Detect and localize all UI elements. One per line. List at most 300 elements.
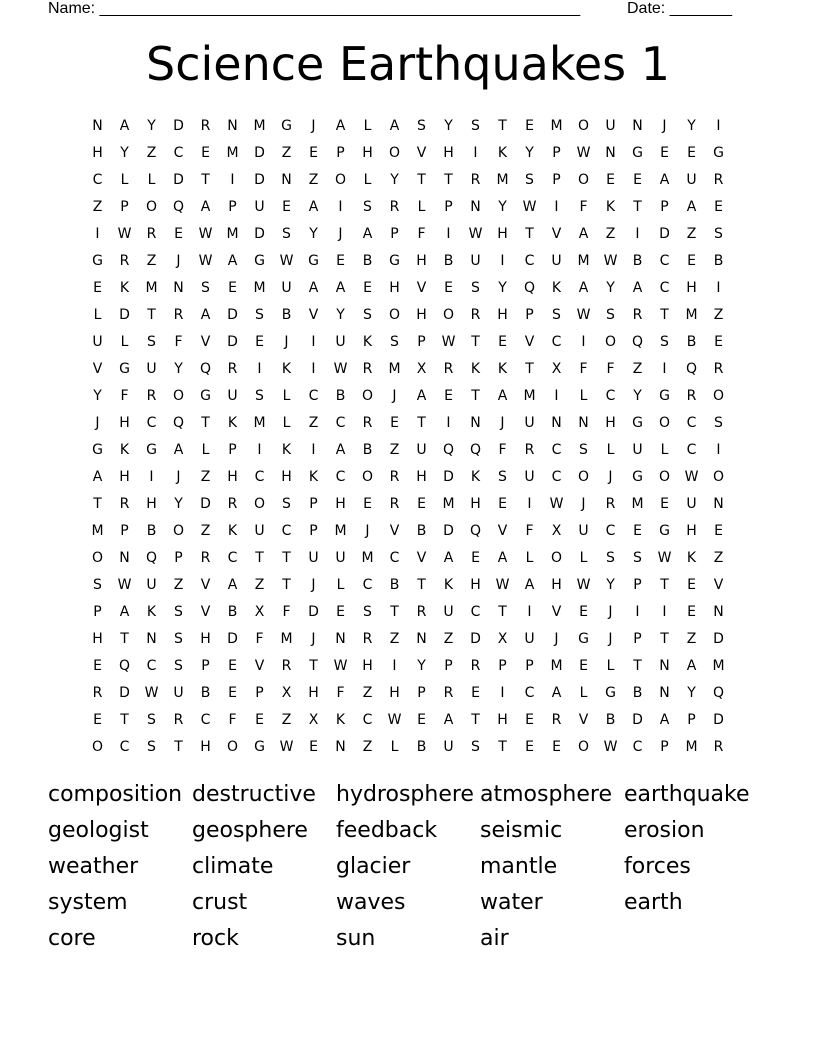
grid-letter[interactable]: B [362, 252, 373, 269]
grid-letter[interactable]: G [713, 144, 724, 161]
grid-letter[interactable]: L [525, 549, 534, 566]
grid-letter[interactable]: C [659, 252, 670, 269]
grid-letter[interactable]: U [470, 252, 481, 269]
grid-letter[interactable]: H [308, 684, 319, 701]
grid-letter[interactable]: I [257, 360, 262, 377]
grid-letter[interactable]: K [605, 198, 616, 215]
grid-letter[interactable]: T [282, 576, 291, 593]
grid-letter[interactable]: W [657, 549, 672, 566]
grid-letter[interactable]: H [497, 306, 508, 323]
grid-letter[interactable]: V [308, 306, 319, 323]
grid-letter[interactable]: U [632, 441, 643, 458]
grid-letter[interactable]: Z [308, 414, 319, 431]
grid-letter[interactable]: G [659, 387, 670, 404]
grid-letter[interactable]: O [712, 387, 725, 404]
grid-letter[interactable]: P [633, 576, 642, 593]
grid-letter[interactable]: D [254, 225, 265, 242]
grid-letter[interactable]: N [713, 495, 724, 512]
grid-letter[interactable]: M [685, 306, 698, 323]
grid-letter[interactable]: C [389, 549, 400, 566]
grid-letter[interactable]: T [498, 117, 507, 134]
grid-letter[interactable]: V [497, 522, 508, 539]
grid-letter[interactable]: D [443, 522, 454, 539]
grid-letter[interactable]: T [660, 306, 669, 323]
grid-letter[interactable]: U [443, 603, 454, 620]
grid-letter[interactable]: I [311, 360, 316, 377]
grid-letter[interactable]: T [201, 171, 210, 188]
grid-letter[interactable]: W [117, 225, 132, 242]
grid-letter[interactable]: R [119, 495, 130, 512]
grid-letter[interactable]: H [119, 414, 130, 431]
grid-letter[interactable]: W [522, 198, 537, 215]
grid-letter[interactable]: V [713, 576, 724, 593]
grid-letter[interactable]: P [417, 333, 426, 350]
grid-letter[interactable]: U [281, 279, 292, 296]
grid-letter[interactable]: R [362, 414, 373, 431]
grid-letter[interactable]: P [228, 198, 237, 215]
grid-letter[interactable]: Z [443, 630, 454, 647]
grid-letter[interactable]: S [606, 306, 615, 323]
grid-letter[interactable]: K [470, 468, 481, 485]
grid-letter[interactable]: H [686, 279, 697, 296]
grid-letter[interactable]: I [527, 603, 532, 620]
grid-letter[interactable]: R [470, 657, 481, 674]
grid-letter[interactable]: A [551, 684, 562, 701]
grid-letter[interactable]: W [684, 468, 699, 485]
grid-letter[interactable]: H [497, 225, 508, 242]
grid-letter[interactable]: O [145, 198, 158, 215]
grid-letter[interactable]: V [254, 657, 265, 674]
grid-letter[interactable]: E [417, 711, 426, 728]
grid-letter[interactable]: H [686, 522, 697, 539]
grid-letter[interactable]: Q [523, 279, 536, 296]
grid-letter[interactable]: F [606, 360, 615, 377]
grid-letter[interactable]: Y [633, 387, 642, 404]
grid-letter[interactable]: Q [469, 441, 482, 458]
grid-letter[interactable]: M [226, 225, 239, 242]
grid-letter[interactable]: L [579, 387, 588, 404]
grid-letter[interactable]: S [255, 387, 264, 404]
grid-letter[interactable]: I [257, 441, 262, 458]
grid-letter[interactable]: D [308, 603, 319, 620]
grid-letter[interactable]: E [498, 495, 507, 512]
grid-letter[interactable]: A [362, 225, 373, 242]
grid-letter[interactable]: R [686, 387, 697, 404]
grid-letter[interactable]: T [255, 549, 264, 566]
grid-letter[interactable]: Z [713, 549, 724, 566]
grid-letter[interactable]: L [282, 414, 291, 431]
grid-letter[interactable]: Z [281, 144, 292, 161]
grid-letter[interactable]: V [200, 603, 211, 620]
grid-letter[interactable]: C [470, 603, 481, 620]
grid-letter[interactable]: R [389, 495, 400, 512]
grid-letter[interactable]: L [363, 117, 372, 134]
grid-letter[interactable]: P [336, 144, 345, 161]
grid-letter[interactable]: V [551, 603, 562, 620]
grid-letter[interactable]: P [525, 306, 534, 323]
grid-letter[interactable]: W [279, 738, 294, 755]
grid-letter[interactable]: S [552, 306, 561, 323]
grid-letter[interactable]: D [227, 630, 238, 647]
grid-letter[interactable]: C [308, 387, 319, 404]
grid-letter[interactable]: A [659, 711, 670, 728]
grid-letter[interactable]: S [174, 603, 183, 620]
grid-letter[interactable]: O [226, 738, 239, 755]
grid-letter[interactable]: Y [606, 576, 615, 593]
grid-letter[interactable]: S [147, 711, 156, 728]
grid-letter[interactable]: R [362, 360, 373, 377]
grid-letter[interactable]: B [713, 252, 724, 269]
grid-letter[interactable]: U [227, 387, 238, 404]
grid-letter[interactable]: Q [685, 360, 698, 377]
grid-letter[interactable]: Y [93, 387, 102, 404]
grid-letter[interactable]: B [200, 684, 211, 701]
grid-letter[interactable]: X [281, 684, 292, 701]
grid-letter[interactable]: G [389, 252, 400, 269]
grid-letter[interactable]: E [498, 333, 507, 350]
grid-letter[interactable]: P [687, 711, 696, 728]
grid-letter[interactable]: Y [336, 306, 345, 323]
grid-letter[interactable]: R [524, 441, 535, 458]
grid-letter[interactable]: Z [254, 576, 265, 593]
grid-letter[interactable]: J [554, 630, 559, 647]
grid-letter[interactable]: R [713, 360, 724, 377]
grid-letter[interactable]: I [581, 333, 586, 350]
grid-letter[interactable]: I [716, 279, 721, 296]
grid-letter[interactable]: J [365, 522, 370, 539]
grid-letter[interactable]: L [93, 306, 102, 323]
grid-letter[interactable]: L [417, 198, 426, 215]
grid-letter[interactable]: A [227, 576, 238, 593]
grid-letter[interactable]: E [471, 549, 480, 566]
grid-letter[interactable]: R [389, 468, 400, 485]
grid-letter[interactable]: I [716, 441, 721, 458]
grid-letter[interactable]: N [416, 630, 427, 647]
grid-letter[interactable]: S [390, 333, 399, 350]
grid-letter[interactable]: R [443, 684, 454, 701]
grid-letter[interactable]: U [605, 117, 616, 134]
grid-letter[interactable]: T [660, 576, 669, 593]
grid-letter[interactable]: S [147, 333, 156, 350]
grid-letter[interactable]: H [416, 252, 427, 269]
grid-letter[interactable]: E [606, 171, 615, 188]
grid-letter[interactable]: E [93, 711, 102, 728]
grid-letter[interactable]: P [255, 684, 264, 701]
grid-letter[interactable]: S [201, 279, 210, 296]
grid-letter[interactable]: I [635, 225, 640, 242]
grid-letter[interactable]: E [417, 495, 426, 512]
grid-letter[interactable]: O [658, 468, 671, 485]
grid-letter[interactable]: M [550, 117, 563, 134]
grid-letter[interactable]: B [443, 252, 454, 269]
grid-letter[interactable]: R [443, 360, 454, 377]
grid-letter[interactable]: L [147, 171, 156, 188]
grid-letter[interactable]: P [174, 549, 183, 566]
grid-letter[interactable]: R [470, 171, 481, 188]
grid-letter[interactable]: H [200, 738, 211, 755]
grid-letter[interactable]: Y [174, 360, 183, 377]
grid-letter[interactable]: J [176, 252, 181, 269]
grid-letter[interactable]: U [443, 738, 454, 755]
grid-letter[interactable]: L [660, 441, 669, 458]
grid-letter[interactable]: T [471, 333, 480, 350]
grid-letter[interactable]: E [714, 522, 723, 539]
grid-letter[interactable]: F [417, 225, 426, 242]
grid-letter[interactable]: X [551, 522, 562, 539]
grid-letter[interactable]: T [633, 657, 642, 674]
grid-letter[interactable]: L [606, 441, 615, 458]
grid-letter[interactable]: A [443, 711, 454, 728]
grid-letter[interactable]: C [92, 171, 103, 188]
grid-letter[interactable]: V [416, 549, 427, 566]
grid-letter[interactable]: R [605, 495, 616, 512]
grid-letter[interactable]: E [714, 333, 723, 350]
grid-letter[interactable]: N [146, 630, 157, 647]
grid-letter[interactable]: Z [389, 630, 400, 647]
grid-letter[interactable]: G [200, 387, 211, 404]
grid-letter[interactable]: A [578, 225, 589, 242]
grid-letter[interactable]: A [416, 387, 427, 404]
grid-letter[interactable]: E [552, 738, 561, 755]
grid-letter[interactable]: E [336, 252, 345, 269]
grid-letter[interactable]: N [281, 171, 292, 188]
grid-letter[interactable]: B [632, 684, 643, 701]
grid-letter[interactable]: K [227, 414, 238, 431]
grid-letter[interactable]: Y [444, 117, 453, 134]
grid-letter[interactable]: O [388, 306, 401, 323]
grid-letter[interactable]: I [311, 441, 316, 458]
grid-letter[interactable]: F [282, 603, 291, 620]
grid-letter[interactable]: R [173, 711, 184, 728]
grid-letter[interactable]: B [632, 252, 643, 269]
grid-letter[interactable]: S [282, 225, 291, 242]
grid-letter[interactable]: P [390, 225, 399, 242]
grid-letter[interactable]: Z [632, 360, 643, 377]
grid-letter[interactable]: E [714, 198, 723, 215]
grid-letter[interactable]: E [201, 144, 210, 161]
grid-letter[interactable]: Q [469, 522, 482, 539]
grid-letter[interactable]: C [551, 441, 562, 458]
grid-letter[interactable]: K [470, 360, 481, 377]
grid-letter[interactable]: A [308, 198, 319, 215]
grid-letter[interactable]: Z [362, 684, 373, 701]
grid-letter[interactable]: R [119, 252, 130, 269]
grid-letter[interactable]: B [686, 333, 697, 350]
grid-letter[interactable]: Y [120, 144, 129, 161]
grid-letter[interactable]: P [552, 171, 561, 188]
grid-letter[interactable]: M [442, 495, 455, 512]
grid-letter[interactable]: C [362, 576, 373, 593]
grid-letter[interactable]: E [444, 387, 453, 404]
grid-letter[interactable]: T [93, 495, 102, 512]
grid-letter[interactable]: T [498, 738, 507, 755]
grid-letter[interactable]: A [443, 549, 454, 566]
grid-letter[interactable]: M [685, 738, 698, 755]
grid-letter[interactable]: E [525, 117, 534, 134]
grid-letter[interactable]: C [254, 468, 265, 485]
grid-letter[interactable]: L [579, 549, 588, 566]
grid-letter[interactable]: P [498, 657, 507, 674]
grid-letter[interactable]: U [416, 441, 427, 458]
grid-letter[interactable]: L [579, 684, 588, 701]
grid-letter[interactable]: I [446, 225, 451, 242]
grid-letter[interactable]: K [443, 576, 454, 593]
grid-letter[interactable]: E [282, 198, 291, 215]
grid-letter[interactable]: V [200, 576, 211, 593]
grid-letter[interactable]: R [632, 306, 643, 323]
grid-letter[interactable]: L [363, 171, 372, 188]
grid-letter[interactable]: T [282, 549, 291, 566]
grid-letter[interactable]: O [361, 468, 374, 485]
grid-letter[interactable]: G [308, 252, 319, 269]
grid-letter[interactable]: S [660, 333, 669, 350]
grid-letter[interactable]: C [362, 711, 373, 728]
grid-letter[interactable]: Y [606, 279, 615, 296]
grid-letter[interactable]: H [470, 495, 481, 512]
grid-letter[interactable]: C [551, 333, 562, 350]
grid-letter[interactable]: H [92, 630, 103, 647]
grid-letter[interactable]: B [362, 441, 373, 458]
grid-letter[interactable]: T [309, 657, 318, 674]
grid-letter[interactable]: E [660, 144, 669, 161]
grid-letter[interactable]: D [632, 711, 643, 728]
grid-letter[interactable]: V [524, 333, 535, 350]
grid-letter[interactable]: I [95, 225, 100, 242]
grid-letter[interactable]: S [282, 495, 291, 512]
grid-letter[interactable]: O [604, 333, 617, 350]
grid-letter[interactable]: O [442, 306, 455, 323]
grid-letter[interactable]: R [470, 306, 481, 323]
grid-letter[interactable]: E [687, 144, 696, 161]
grid-letter[interactable]: H [605, 414, 616, 431]
grid-letter[interactable]: O [712, 468, 725, 485]
grid-letter[interactable]: U [686, 495, 697, 512]
grid-letter[interactable]: A [524, 576, 535, 593]
grid-letter[interactable]: C [686, 441, 697, 458]
grid-letter[interactable]: D [254, 144, 265, 161]
grid-letter[interactable]: X [497, 630, 508, 647]
grid-letter[interactable]: S [363, 603, 372, 620]
grid-letter[interactable]: R [200, 117, 211, 134]
grid-letter[interactable]: S [498, 468, 507, 485]
grid-letter[interactable]: C [524, 252, 535, 269]
grid-letter[interactable]: W [495, 576, 510, 593]
grid-letter[interactable]: L [606, 657, 615, 674]
grid-letter[interactable]: M [523, 387, 536, 404]
grid-letter[interactable]: U [146, 576, 157, 593]
grid-letter[interactable]: C [632, 738, 643, 755]
grid-letter[interactable]: E [444, 279, 453, 296]
grid-letter[interactable]: A [173, 441, 184, 458]
grid-letter[interactable]: J [311, 117, 316, 134]
grid-letter[interactable]: U [92, 333, 103, 350]
grid-letter[interactable]: C [173, 144, 184, 161]
grid-letter[interactable]: E [687, 576, 696, 593]
grid-letter[interactable]: L [336, 576, 345, 593]
grid-letter[interactable]: Z [281, 711, 292, 728]
grid-letter[interactable]: O [361, 387, 374, 404]
grid-letter[interactable]: H [551, 576, 562, 593]
grid-letter[interactable]: K [686, 549, 697, 566]
grid-letter[interactable]: S [417, 117, 426, 134]
grid-letter[interactable]: M [631, 495, 644, 512]
grid-letter[interactable]: N [578, 414, 589, 431]
grid-letter[interactable]: C [551, 468, 562, 485]
grid-letter[interactable]: V [416, 144, 427, 161]
grid-letter[interactable]: E [525, 738, 534, 755]
grid-letter[interactable]: Z [362, 738, 373, 755]
grid-letter[interactable]: C [227, 549, 238, 566]
grid-letter[interactable]: W [603, 738, 618, 755]
grid-letter[interactable]: B [389, 576, 400, 593]
grid-letter[interactable]: J [608, 468, 613, 485]
grid-letter[interactable]: U [686, 171, 697, 188]
grid-letter[interactable]: D [443, 468, 454, 485]
grid-letter[interactable]: T [525, 360, 534, 377]
grid-letter[interactable]: H [443, 144, 454, 161]
grid-letter[interactable]: F [336, 684, 345, 701]
grid-letter[interactable]: D [659, 225, 670, 242]
grid-letter[interactable]: B [281, 306, 292, 323]
grid-letter[interactable]: P [201, 657, 210, 674]
grid-letter[interactable]: T [525, 225, 534, 242]
grid-letter[interactable]: Q [172, 198, 185, 215]
grid-letter[interactable]: P [444, 657, 453, 674]
grid-letter[interactable]: H [92, 144, 103, 161]
grid-letter[interactable]: E [363, 279, 372, 296]
grid-letter[interactable]: N [173, 279, 184, 296]
grid-letter[interactable]: T [417, 171, 426, 188]
grid-letter[interactable]: K [281, 441, 292, 458]
grid-letter[interactable]: D [470, 630, 481, 647]
grid-letter[interactable]: G [632, 144, 643, 161]
grid-letter[interactable]: M [361, 549, 374, 566]
grid-letter[interactable]: E [93, 279, 102, 296]
grid-letter[interactable]: E [525, 711, 534, 728]
grid-letter[interactable]: E [255, 333, 264, 350]
grid-letter[interactable]: W [441, 333, 456, 350]
grid-letter[interactable]: P [525, 657, 534, 674]
grid-letter[interactable]: W [117, 576, 132, 593]
grid-letter[interactable]: A [686, 198, 697, 215]
grid-letter[interactable]: W [144, 684, 159, 701]
grid-letter[interactable]: E [687, 252, 696, 269]
grid-letter[interactable]: E [174, 225, 183, 242]
grid-letter[interactable]: D [119, 306, 130, 323]
grid-letter[interactable]: G [632, 414, 643, 431]
grid-letter[interactable]: H [227, 468, 238, 485]
grid-letter[interactable]: X [416, 360, 427, 377]
grid-letter[interactable]: K [362, 333, 373, 350]
grid-letter[interactable]: Y [417, 657, 426, 674]
grid-letter[interactable]: T [444, 171, 453, 188]
grid-letter[interactable]: V [389, 522, 400, 539]
grid-letter[interactable]: A [335, 117, 346, 134]
grid-letter[interactable]: Q [199, 360, 212, 377]
grid-letter[interactable]: U [254, 198, 265, 215]
grid-letter[interactable]: N [470, 198, 481, 215]
grid-letter[interactable]: C [524, 684, 535, 701]
grid-letter[interactable]: T [498, 603, 507, 620]
grid-letter[interactable]: A [92, 468, 103, 485]
grid-letter[interactable]: P [633, 630, 642, 647]
grid-letter[interactable]: E [633, 522, 642, 539]
grid-letter[interactable]: K [497, 360, 508, 377]
grid-letter[interactable]: W [198, 252, 213, 269]
grid-letter[interactable]: F [174, 333, 183, 350]
grid-letter[interactable]: T [390, 603, 399, 620]
grid-letter[interactable]: J [581, 495, 586, 512]
